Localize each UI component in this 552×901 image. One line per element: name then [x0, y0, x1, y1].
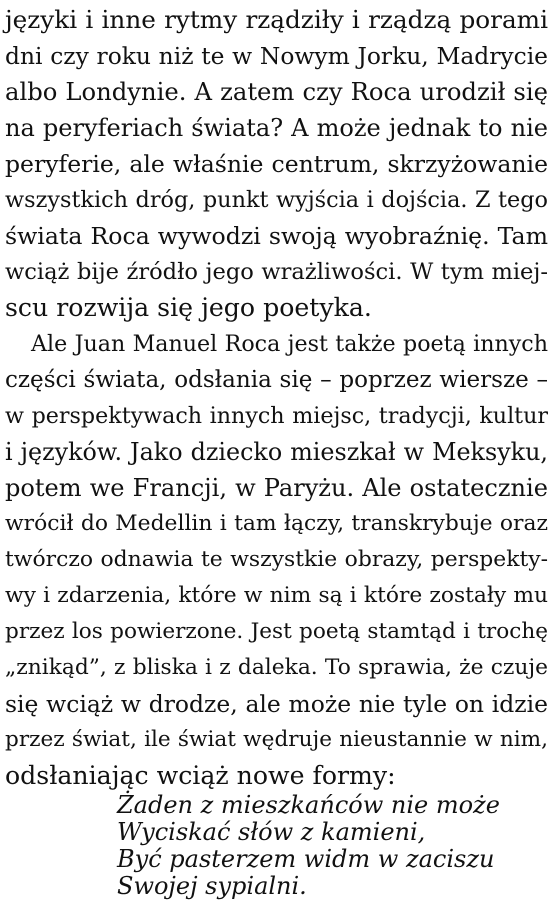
text-line: albo Londynie. A zatem czy Roca urodził się — [5, 77, 548, 106]
text-line: „znikąd”, z bliska i z daleka. To sprawia, że czuje — [5, 655, 548, 680]
text-line: części świata, odsłania się – poprzez wiersze – — [5, 367, 548, 393]
verse-line: Żaden z mieszkańców nie może — [117, 791, 500, 819]
text-line: peryferie, ale właśnie centrum, skrzyżowanie — [5, 150, 548, 178]
text-line: i języków. Jako dziecko mieszkał w Meksyku, — [5, 438, 548, 466]
text-line: dni czy roku niż te w Nowym Jorku, Madrycie — [5, 42, 548, 70]
text-line: wciąż bije źródło jego wrażliwości. W tym miej- — [5, 259, 548, 285]
text-line: potem we Francji, w Paryżu. Ale ostatecznie — [5, 474, 548, 502]
text-line: wrócił do Medellin i tam łączy, transkrybuje oraz — [5, 511, 548, 536]
text-line: scu rozwija się jego poetyka. — [5, 293, 372, 322]
verse-line: Wyciskać słów z kamieni, — [117, 818, 426, 846]
text-line: wy i zdarzenia, które w nim są i które zostały mu — [5, 583, 548, 608]
text-line: przez świat, ile świat wędruje nieustannie w nim, — [5, 727, 548, 752]
verse-line: Swojej sypialni. — [117, 872, 307, 900]
text-line: przez los powierzone. Jest poetą stamtąd i trochę — [5, 619, 548, 644]
text-line: w perspektywach innych miejsc, tradycji, kultur — [5, 403, 548, 429]
verse-line: Być pasterzem widm w zaciszu — [117, 845, 495, 873]
text-line: na peryferiach świata? A może jednak to nie — [5, 114, 548, 142]
text-line: Ale Juan Manuel Roca jest także poetą innych — [31, 331, 548, 357]
text-line: języki i inne rytmy rządziły i rządzą porami — [5, 5, 548, 34]
text-line: świata Roca wywodzi swoją wyobraźnię. Tam — [5, 222, 548, 250]
text-line: wszystkich dróg, punkt wyjścia i dojścia. Z tego — [5, 187, 548, 213]
text-line: się wciąż w drodze, ale może nie tyle on idzie — [5, 690, 548, 718]
text-line: odsłaniając wciąż nowe formy: — [5, 761, 396, 790]
text-line: twórczo odnawia te wszystkie obrazy, perspekty- — [5, 547, 548, 572]
